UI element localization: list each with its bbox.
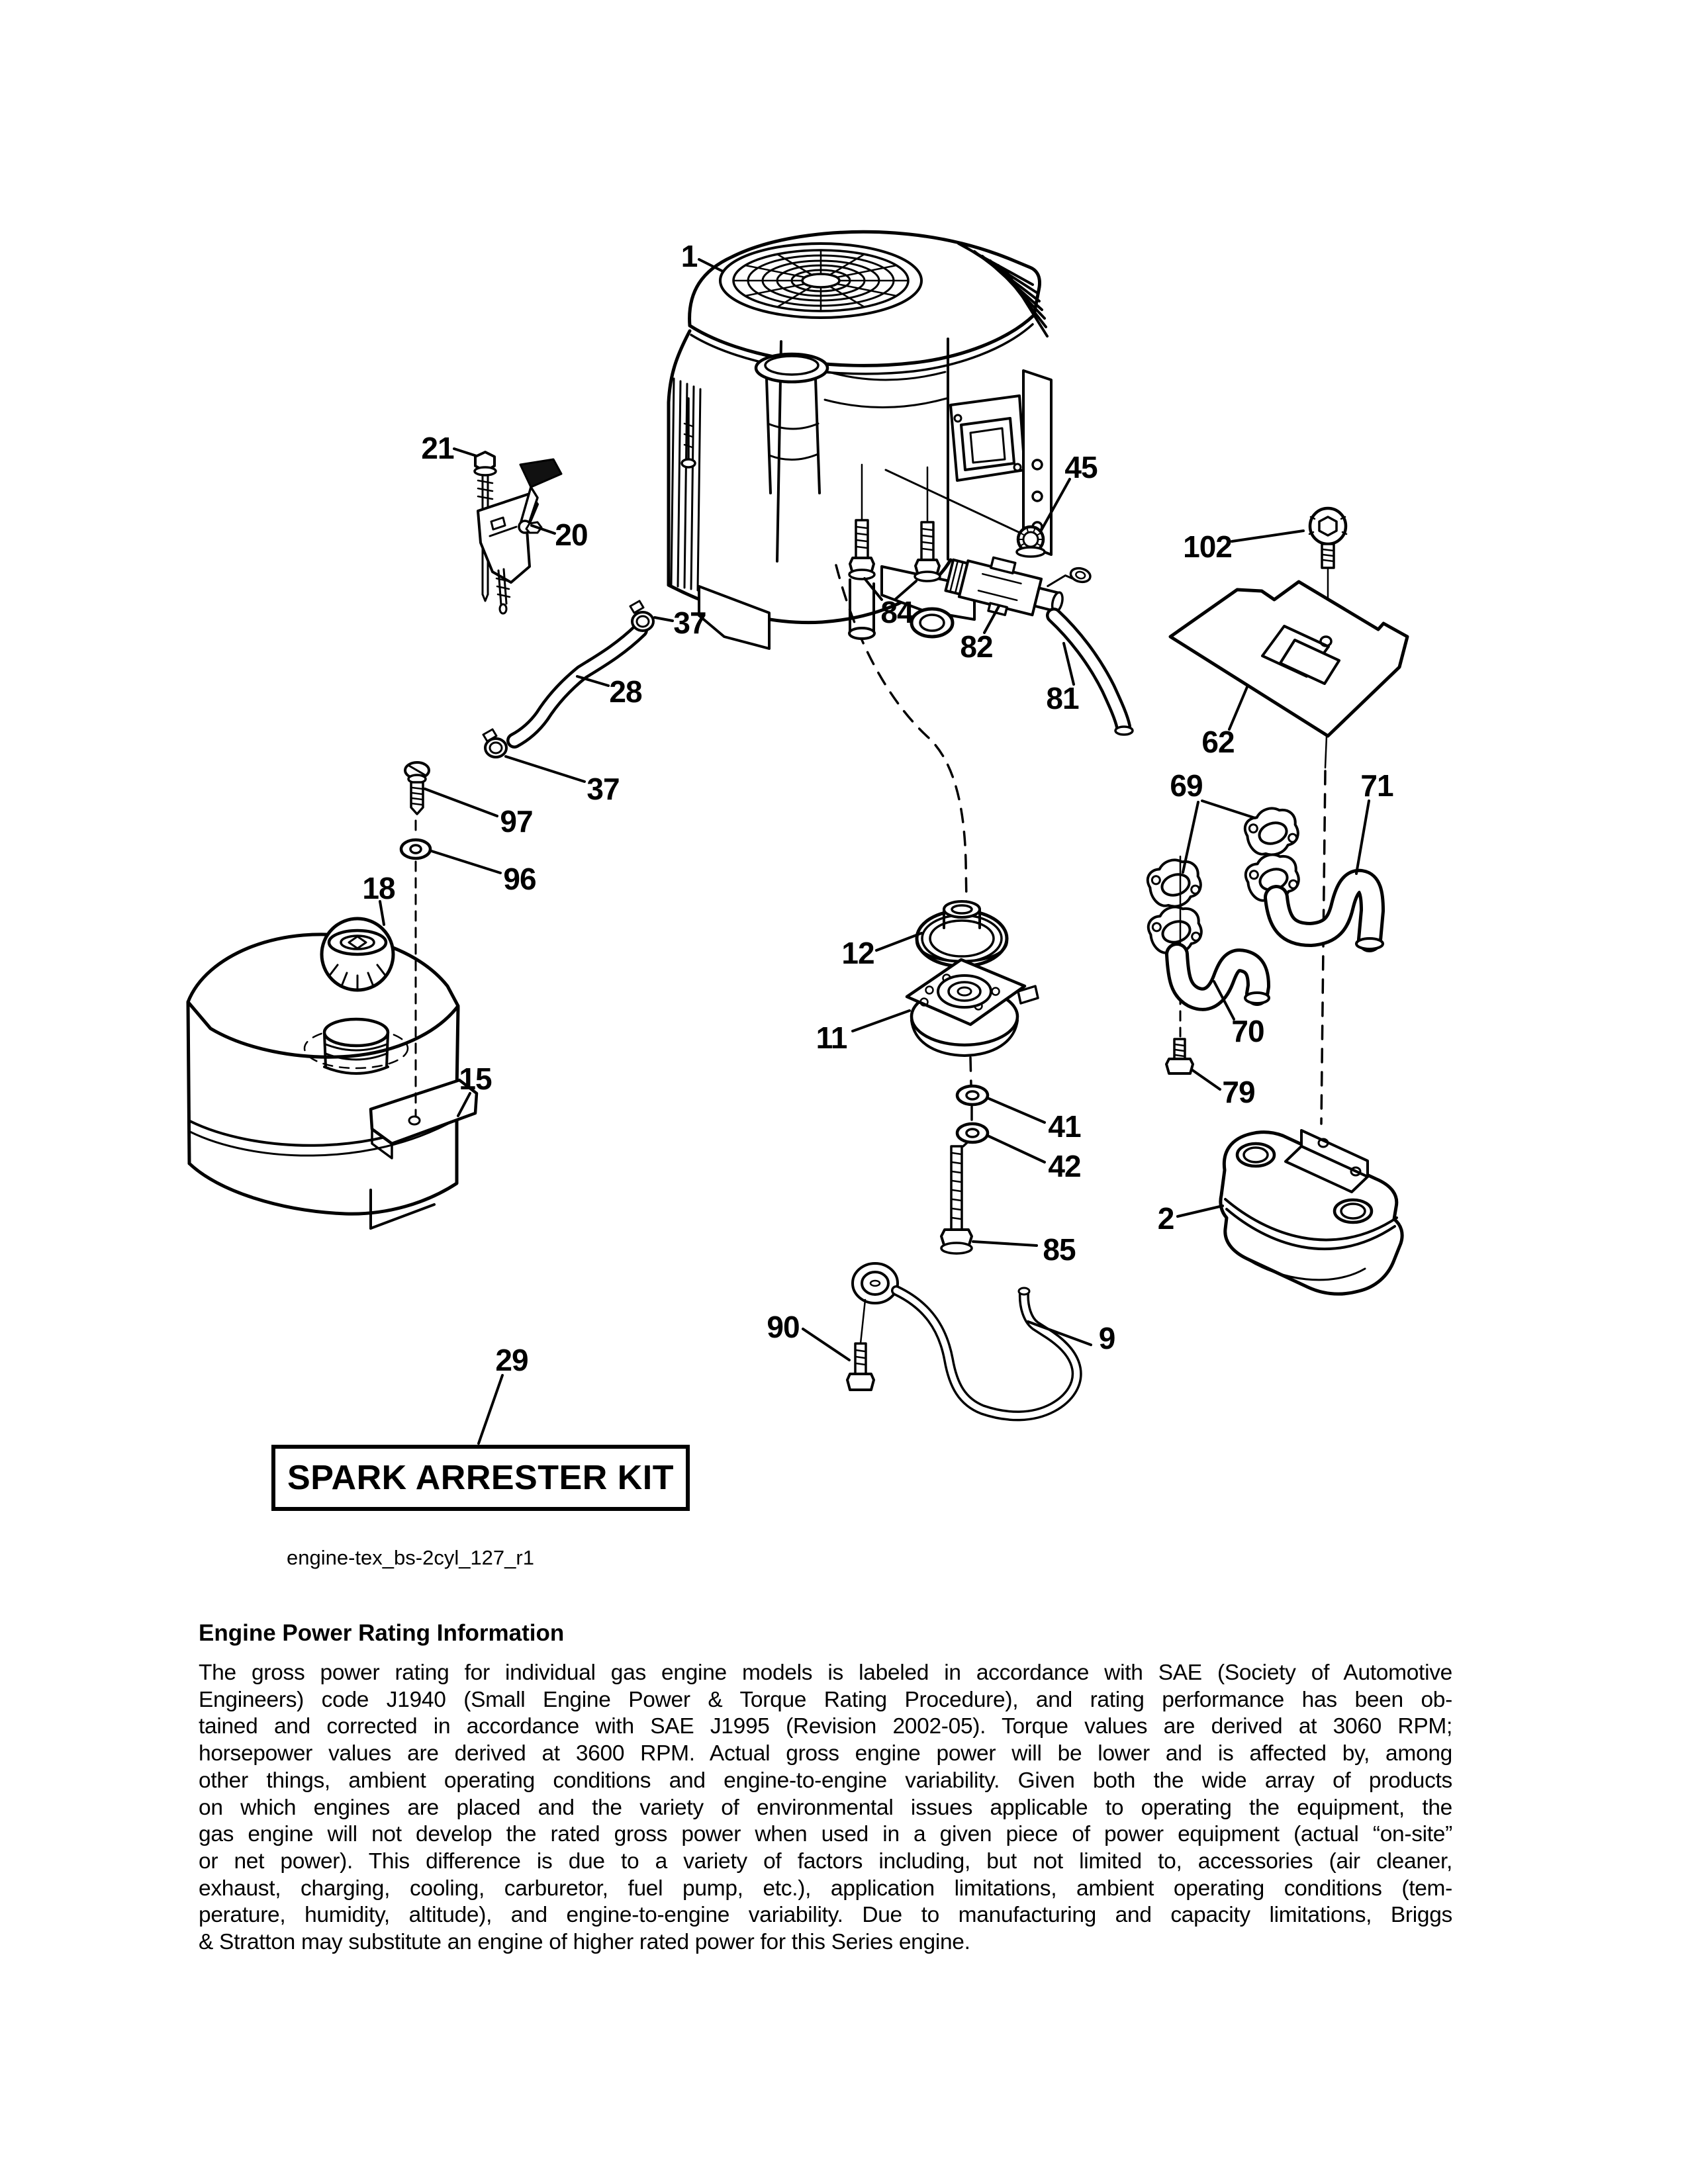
callout-28: 28 (609, 674, 642, 709)
hose-clamp-upper (630, 601, 653, 631)
callout-82: 82 (960, 629, 993, 664)
electric-clutch-11 (907, 960, 1038, 1056)
hose-clamp-lower (483, 729, 506, 757)
callout-11: 11 (816, 1021, 847, 1055)
callout-45: 45 (1064, 450, 1098, 484)
paragraph-line-7: gas engine will not develop the rated gross power when used in a given piece of power equipment (actual “on-site” (199, 1822, 1452, 1847)
callout-15: 15 (459, 1062, 492, 1096)
callout-96: 96 (503, 862, 536, 896)
callout-29: 29 (495, 1343, 528, 1377)
throttle-control-illustration (475, 452, 561, 614)
callout-70: 70 (1231, 1014, 1264, 1048)
callout-9: 9 (1098, 1321, 1115, 1355)
callout-71: 71 (1360, 768, 1393, 803)
bolt-79 (1166, 1039, 1193, 1073)
washer-96 (401, 840, 430, 858)
paragraph-line-10: perature, humidity, altitude), and engine-to-engine variability. Due to manufacturing and capacity limitations, Briggs (199, 1903, 1452, 1928)
callout-37: 37 (586, 772, 620, 806)
callout-102: 102 (1183, 529, 1232, 564)
callout-97: 97 (500, 804, 533, 839)
washer-41 (957, 1086, 988, 1105)
fuel-cap-illustration (322, 919, 393, 990)
paragraph-line-11: & Stratton may substitute an engine of higher rated power for this Series engine. (199, 1930, 970, 1955)
paragraph-line-2: Engineers) code J1940 (Small Engine Power & Torque Rating Procedure), and rating performance has been ob- (199, 1687, 1452, 1712)
exhaust-gasket (1143, 854, 1206, 913)
callout-20: 20 (555, 518, 588, 552)
throttle-lever (520, 459, 561, 487)
paragraph-line-8: or net power). This difference is due to a variety of factors including, but not limited to, accessories (air cleaner, (199, 1848, 1452, 1874)
engine-power-heading: Engine Power Rating Information (199, 1620, 565, 1646)
callout-2: 2 (1157, 1201, 1174, 1236)
callout-90: 90 (767, 1310, 800, 1344)
callout-62: 62 (1201, 725, 1235, 759)
drain-hose-81 (1054, 615, 1133, 735)
clutch-stack-illustration (907, 901, 1038, 1253)
tank-screw-washer-illustration (401, 762, 430, 858)
paragraph-line-9: exhaust, charging, cooling, carburetor, fuel pump, etc.), application limitations, ambient operating conditions (tem- (199, 1876, 1452, 1901)
spark-arrester-kit-box (271, 1445, 690, 1511)
callout-69: 69 (1170, 768, 1203, 803)
screw-102 (1309, 508, 1346, 598)
cylinder-fins (671, 379, 700, 590)
callout-12: 12 (841, 936, 874, 970)
muffler-support-rod-illustration (847, 1263, 1077, 1416)
paragraph-line-1: The gross power rating for individual gas engine models is labeled in accordance with SAE (Society of Automotive (199, 1661, 1452, 1685)
callout-21: 21 (421, 431, 454, 465)
callout-37: 37 (673, 606, 706, 640)
paragraph-line-4: horsepower values are derived at 3600 RPM. Actual gross engine power will be lower and is affected by, among (199, 1741, 1452, 1766)
washer-42 (957, 1124, 988, 1142)
bolt-85 (941, 1146, 972, 1253)
spark-arrester-kit-label: SPARK ARRESTER KIT (287, 1459, 674, 1497)
bolt-84-left (849, 465, 874, 579)
callout-85: 85 (1043, 1232, 1076, 1267)
callout-18: 18 (362, 871, 395, 905)
callout-1: 1 (680, 239, 698, 273)
paragraph-line-3: tained and corrected in accordance with SAE J1995 (Revision 2002-05). Torque values are derived at 3060 RPM; (199, 1714, 1452, 1739)
bolt-90 (847, 1343, 874, 1390)
callout-84: 84 (880, 595, 914, 629)
tank-filler-neck (324, 1019, 388, 1046)
muffler-illustration (1221, 1130, 1402, 1294)
paragraph-line-5: other things, ambient operating conditions and engine-to-engine variability. Given both the wide array of products (199, 1768, 1452, 1793)
callout-41: 41 (1048, 1109, 1081, 1144)
engine-power-paragraph (199, 1660, 1452, 1956)
figure-code: engine-tex_bs-2cyl_127_r1 (287, 1546, 534, 1569)
callout-79: 79 (1222, 1075, 1255, 1109)
exhaust-gasket (1241, 802, 1303, 862)
callout-81: 81 (1046, 681, 1079, 715)
callout-42: 42 (1048, 1149, 1081, 1183)
pulley-12 (917, 901, 1007, 966)
paragraph-line-6: on which engines are placed and the variety of environmental issues applicable to operating the equipment, the (199, 1795, 1452, 1820)
